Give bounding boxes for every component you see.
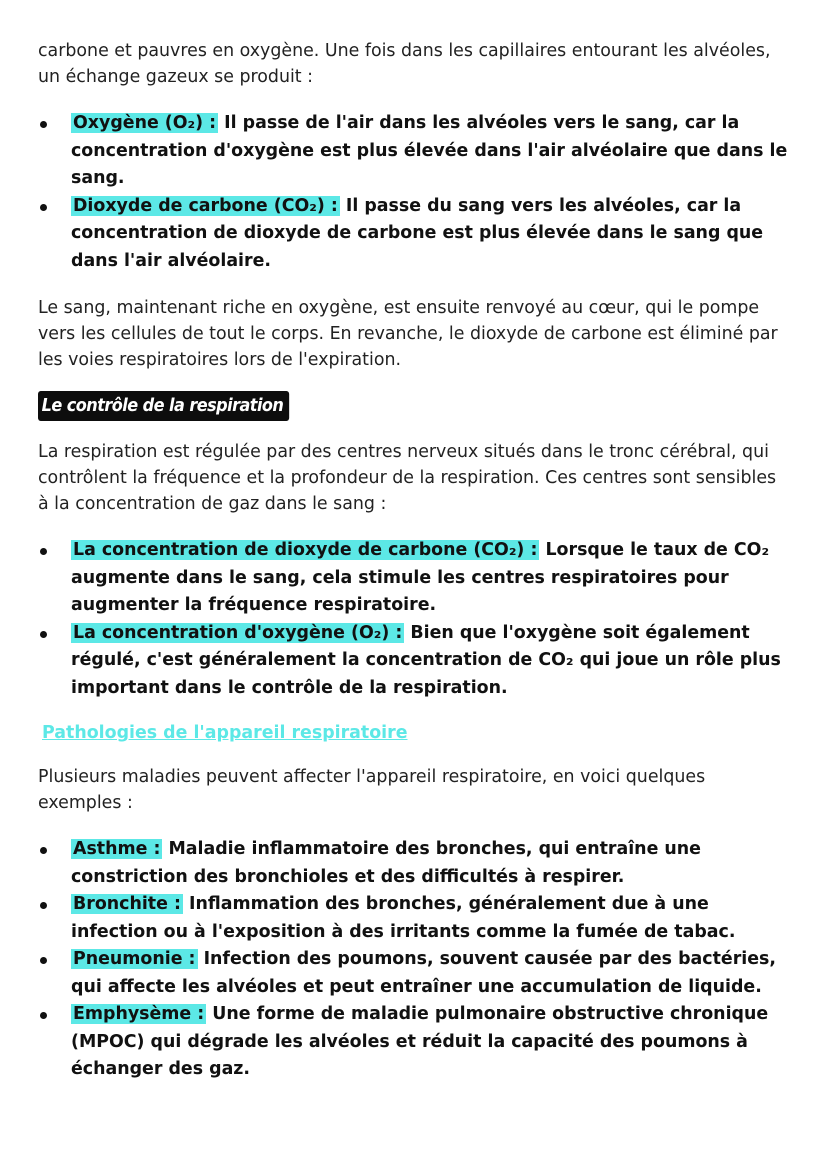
bullet-icon xyxy=(40,631,47,638)
document-page xyxy=(38,38,790,1084)
bullet-icon xyxy=(40,902,47,909)
pathology-paragraph: Plusieurs maladies peuvent affecter l'appareil respiratoire, en voici quelques exemples : xyxy=(38,767,706,813)
term-highlight: La concentration d'oxygène (O₂) : xyxy=(73,622,403,643)
gas-exchange-list xyxy=(38,110,790,275)
list-item xyxy=(38,1001,790,1084)
bullet-icon xyxy=(40,1012,47,1019)
control-list xyxy=(38,537,790,702)
pathology-list xyxy=(38,836,790,1084)
term-description: Une forme de maladie pulmonaire obstructive chronique (MPOC) qui dégrade les alvéoles et réduit la capacité des poumons à échanger des gaz. xyxy=(71,1004,769,1079)
section-heading-pathologies[interactable]: Pathologies de l'appareil respiratoire xyxy=(42,723,408,743)
section-heading-control: Le contrôle de la respiration xyxy=(38,391,289,421)
blood-paragraph: Le sang, maintenant riche en oxygène, est ensuite renvoyé au cœur, qui le pompe vers les cellules de tout le corps. En revanche, le dioxyde de carbone est éliminé par les voies respiratoires lors de l'expiration. xyxy=(38,298,778,370)
term-highlight: Bronchite : xyxy=(73,894,181,914)
bullet-icon xyxy=(40,548,47,555)
pathology-heading-wrap xyxy=(38,720,790,746)
list-item xyxy=(38,891,790,946)
term-description: Lorsque le taux de CO₂ augmente dans le sang, cela stimule les centres respiratoires pour augmenter la fréquence respiratoire. xyxy=(71,540,770,615)
intro-paragraph: carbone et pauvres en oxygène. Une fois dans les capillaires entourant les alvéoles, un échange gazeux se produit : xyxy=(38,41,771,87)
term-highlight: Emphysème : xyxy=(73,1004,205,1024)
term-description: Maladie inflammatoire des bronches, qui entraîne une constriction des bronchioles et des difficultés à respirer. xyxy=(71,839,701,887)
list-item xyxy=(38,110,790,193)
list-item xyxy=(38,193,790,276)
bullet-icon xyxy=(40,121,47,128)
control-paragraph: La respiration est régulée par des centres nerveux situés dans le tronc cérébral, qui contrôlent la fréquence et la profondeur de la respiration. Ces centres sont sensibles à la concentration de gaz dans le sang : xyxy=(38,442,777,514)
list-item xyxy=(38,946,790,1001)
term-highlight: Asthme : xyxy=(73,839,161,859)
term-description: Inflammation des bronches, généralement due à une infection ou à l'exposition à des irritants comme la fumée de tabac. xyxy=(71,894,736,942)
term-description: Infection des poumons, souvent causée par des bactéries, qui affecte les alvéoles et peut entraîner une accumulation de liquide. xyxy=(71,949,776,997)
term-description: Bien que l'oxygène soit également régulé, c'est généralement la concentration de CO₂ qui joue un rôle plus important dans le contrôle de la respiration. xyxy=(71,622,781,698)
term-highlight: Pneumonie : xyxy=(73,949,196,969)
term-highlight: Dioxyde de carbone (CO₂) : xyxy=(73,195,338,216)
term-description: Il passe du sang vers les alvéoles, car la concentration de dioxyde de carbone est plus élevée dans le sang que dans l'air alvéolaire. xyxy=(71,195,764,271)
list-item xyxy=(38,620,790,703)
term-highlight: La concentration de dioxyde de carbone (CO₂) : xyxy=(73,540,538,560)
term-description: Il passe de l'air dans les alvéoles vers le sang, car la concentration d'oxygène est plus élevée dans l'air alvéolaire que dans le sang. xyxy=(71,113,788,188)
term-highlight: Oxygène (O₂) : xyxy=(73,113,217,133)
bullet-icon xyxy=(40,204,47,211)
bullet-icon xyxy=(40,957,47,964)
control-heading-wrap xyxy=(38,391,790,421)
bullet-icon xyxy=(40,847,47,854)
list-item xyxy=(38,836,790,891)
list-item xyxy=(38,537,790,620)
